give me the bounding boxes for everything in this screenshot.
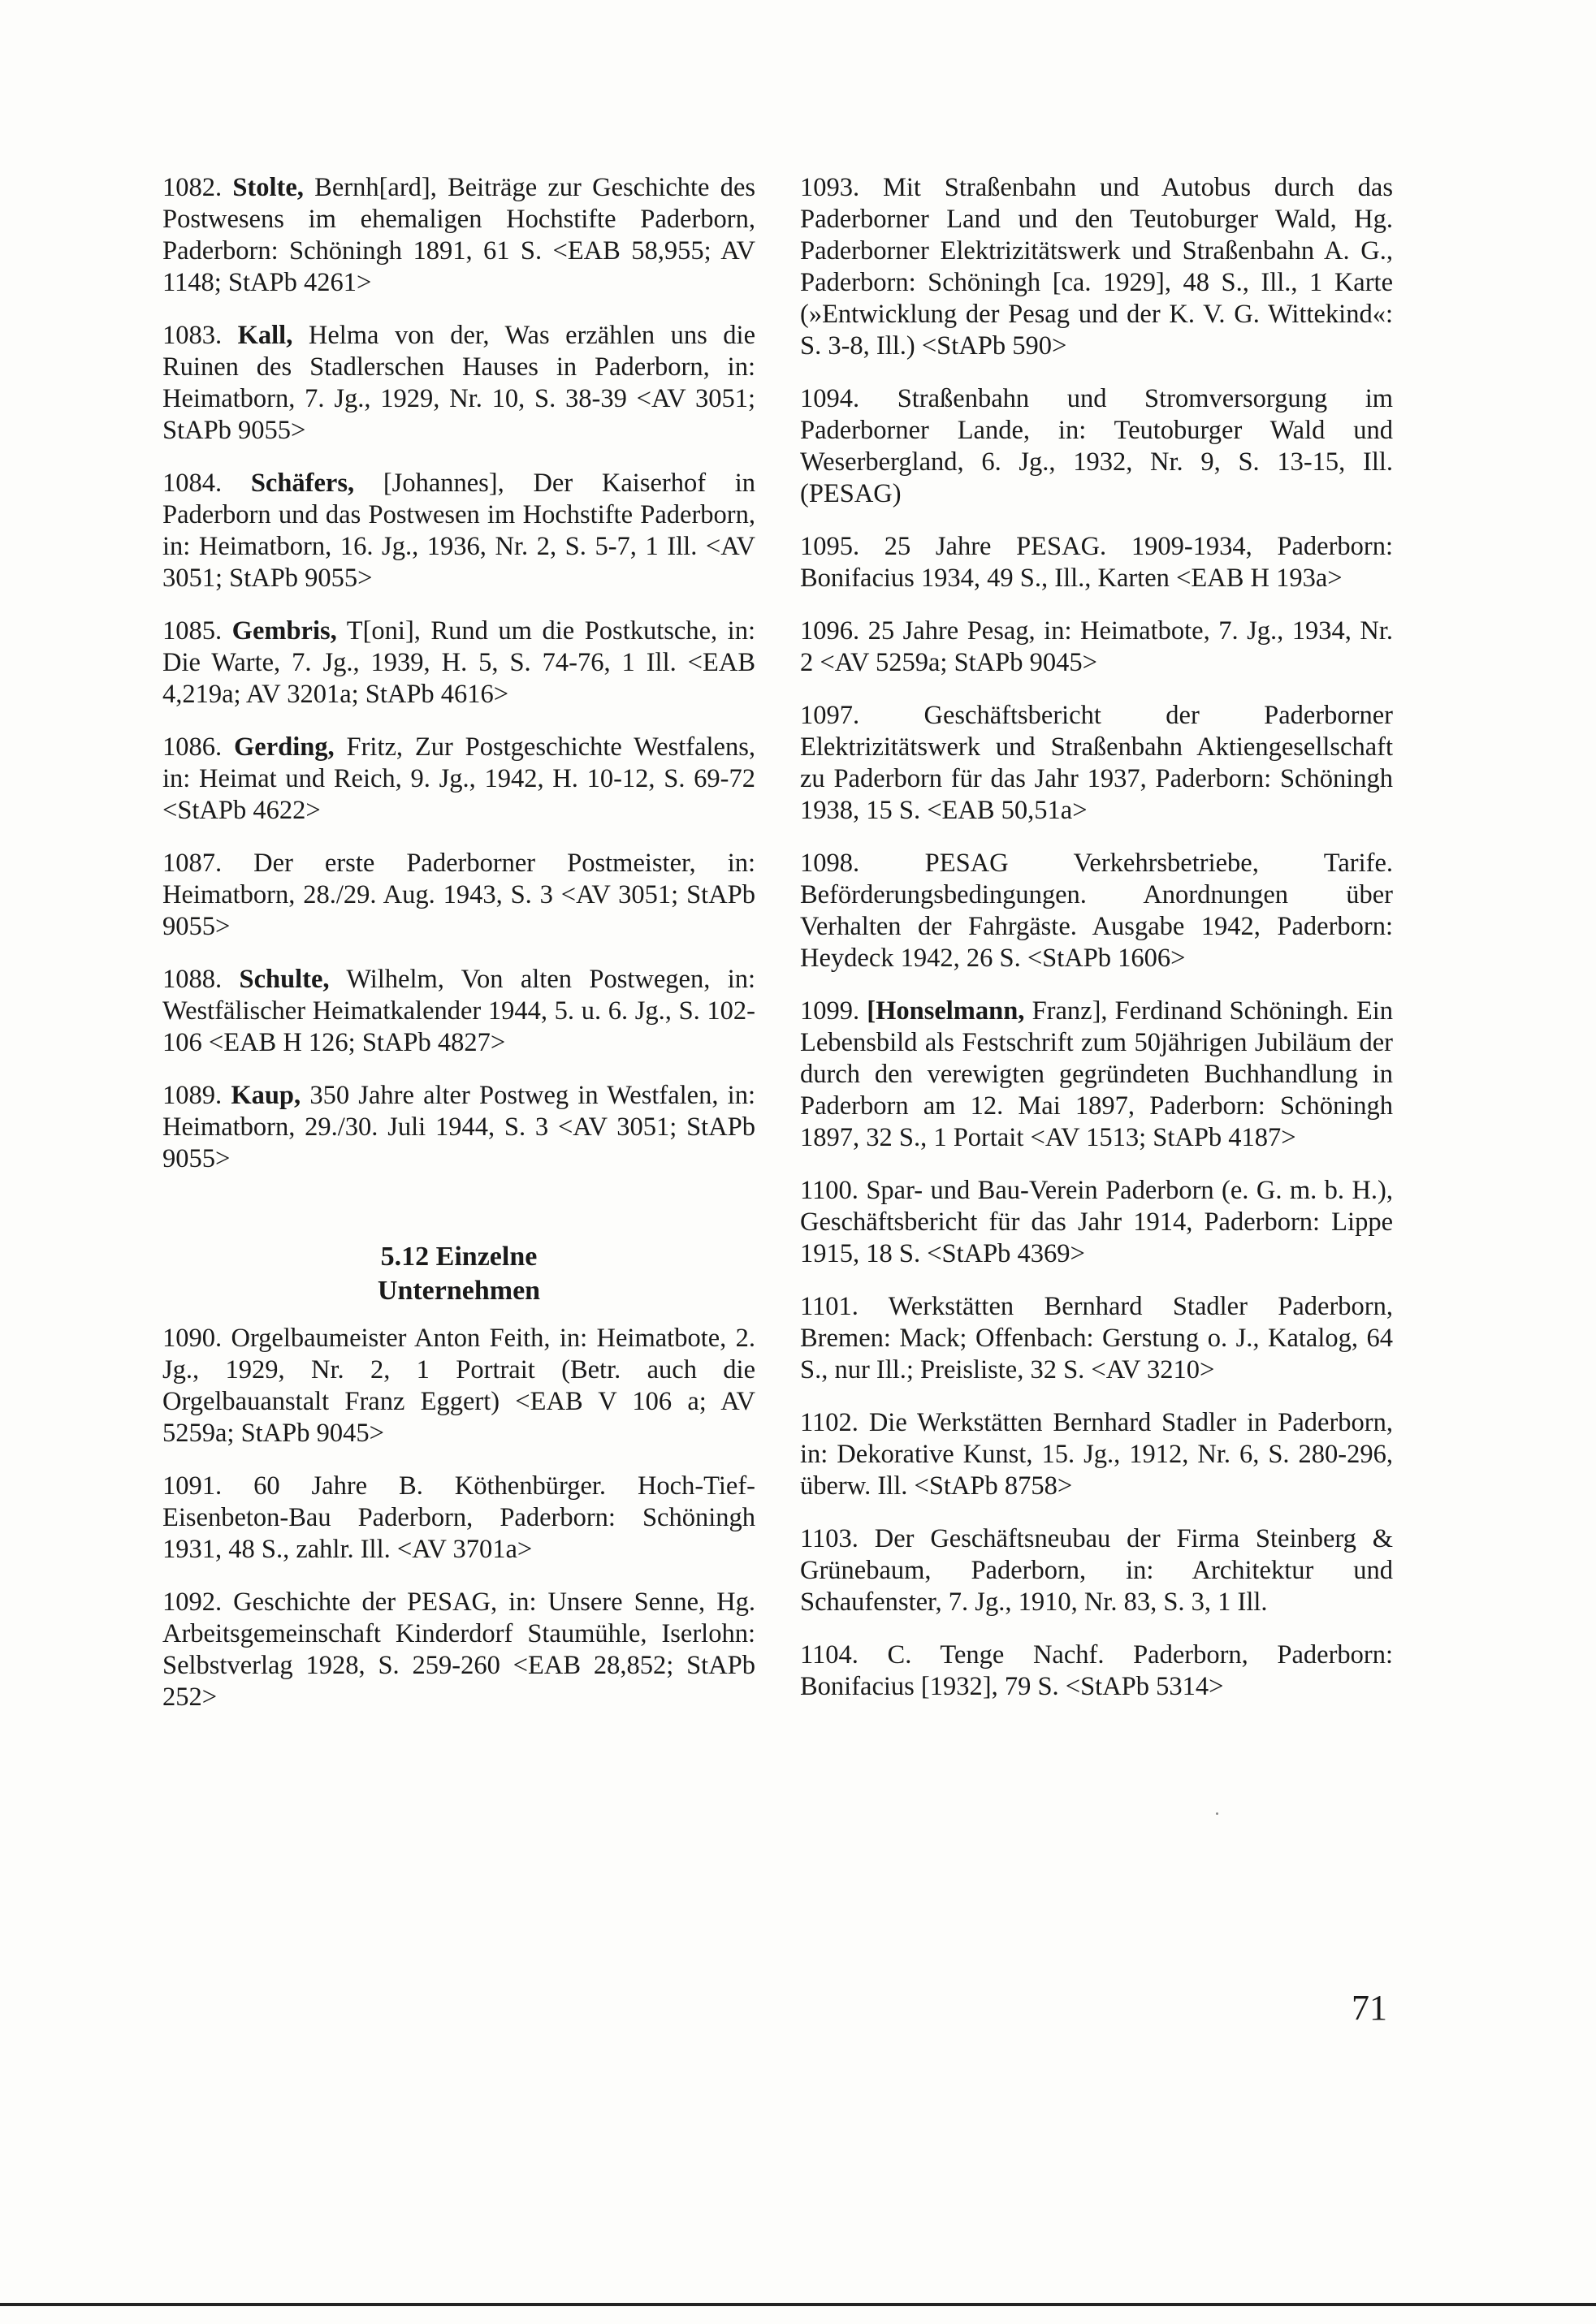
entry-number: 1084. (162, 469, 223, 498)
bibliography-entry (800, 848, 1393, 974)
right-column (800, 172, 1393, 1724)
bibliography-entry (800, 1175, 1393, 1270)
bibliography-entry (162, 320, 755, 447)
bibliography-entry (800, 383, 1393, 510)
entry-number: 1094. (800, 384, 860, 413)
page-number: 71 (1352, 1988, 1387, 2028)
entry-number: 1087. (162, 849, 223, 878)
bottom-rule (0, 2303, 1596, 2306)
bibliography-entry (800, 1291, 1393, 1386)
entry-text: C. Tenge Nachf. Paderborn, Paderborn: Bonifacius [1932], 79 S. <StAPb 5314> (800, 1640, 1393, 1701)
entry-number: 1101. (800, 1292, 859, 1321)
entry-author: [Honselmann, (867, 996, 1025, 1026)
bibliography-entry (162, 848, 755, 943)
entry-number: 1089. (162, 1081, 223, 1110)
entry-text: PESAG Verkehrsbetriebe, Tarife. Beförderungsbedingungen. Anordnungen über Verhalten der Fahrgäste. Ausgabe 1942, Paderborn: Heydeck 1942, 26 S. <StAPb 1606> (800, 849, 1394, 973)
entry-number: 1086. (162, 732, 223, 762)
entry-author: Gembris, (231, 616, 337, 646)
bibliography-entry (800, 531, 1393, 594)
entry-author: Stolte, (232, 173, 304, 202)
entry-text: Franz], Ferdinand Schöningh. Ein Lebensbild als Festschrift zum 50jährigen Jubiläum der durch den verewigten gegründeten Buchhandlung in Paderborn am 12. Mai 1897, Paderborn: Schöningh 1897, 32 S., 1 Portait <AV 1513; StAPb 4187> (800, 996, 1394, 1152)
entry-text: Mit Straßenbahn und Autobus durch das Paderborner Land und den Teutoburger Wald, Hg. Paderborner Elektrizitätswerk und Straßenbahn A. G., Paderborn: Schöningh [ca. 1929], 48 S., Ill., 1 Karte (»Entwicklung der Pesag und der K. V. G. Wittekind«: S. 3-8, Ill.) <StAPb 590> (800, 173, 1393, 361)
bibliography-entry (800, 1523, 1393, 1618)
entry-number: 1103. (800, 1524, 859, 1553)
bibliography-entry (162, 1587, 755, 1713)
entry-number: 1100. (800, 1176, 859, 1205)
entry-text: Orgelbaumeister Anton Feith, in: Heimatbote, 2. Jg., 1929, Nr. 2, 1 Portrait (Betr. auch die Orgelbauanstalt Franz Eggert) <EAB V 106 a; AV 5259a; StAPb 9045> (162, 1324, 755, 1448)
entry-number: 1098. (800, 849, 860, 878)
entry-number: 1093. (800, 173, 860, 202)
entry-author: Gerding, (233, 732, 335, 762)
scan-speck (1216, 1812, 1218, 1815)
section-heading-line-2: Unternehmen (377, 1276, 541, 1306)
bibliography-entry (800, 172, 1393, 362)
entry-number: 1102. (800, 1408, 859, 1437)
entry-number: 1088. (162, 965, 223, 994)
entry-text: Fritz, Zur Postgeschichte Westfalens, in: Heimat und Reich, 9. Jg., 1942, H. 10-12, S. 69-72 <StAPb 4622> (162, 732, 756, 825)
bibliography-entry (162, 1323, 755, 1449)
bibliography-list (162, 1323, 755, 1713)
entry-text: Wilhelm, Von alten Postwegen, in: Westfälischer Heimatkalender 1944, 5. u. 6. Jg., S. 102-106 <EAB H 126; StAPb 4827> (162, 965, 756, 1057)
entry-number: 1083. (162, 321, 223, 350)
bibliography-entry (800, 996, 1393, 1154)
entry-author: Kaup, (231, 1081, 301, 1110)
entry-text: Der erste Paderborner Postmeister, in: Heimatborn, 28./29. Aug. 1943, S. 3 <AV 3051; StAPb 9055> (162, 849, 756, 941)
bibliography-entry (800, 700, 1393, 827)
bibliography-entry (162, 468, 755, 594)
bibliography-entry (162, 1080, 755, 1175)
entry-number: 1092. (162, 1587, 223, 1617)
entry-number: 1090. (162, 1324, 223, 1353)
entry-text: Der Geschäftsneubau der Firma Steinberg & Grünebaum, Paderborn, in: Architektur und Schaufenster, 7. Jg., 1910, Nr. 83, S. 3, 1 Ill. (800, 1524, 1394, 1617)
entry-text: Straßenbahn und Stromversorgung im Paderborner Lande, in: Teutoburger Wald und Weserbergland, 6. Jg., 1932, Nr. 9, S. 13-15, Ill. (PESAG) (800, 384, 1394, 508)
entry-text: Geschichte der PESAG, in: Unsere Senne, Hg. Arbeitsgemeinschaft Kinderdorf Staumühle, Iserlohn: Selbstverlag 1928, S. 259-260 <EAB 28,852; StAPb 252> (162, 1587, 755, 1712)
bibliography-entry (800, 1639, 1393, 1703)
entry-number: 1096. (800, 616, 860, 646)
entry-text: 25 Jahre Pesag, in: Heimatbote, 7. Jg., 1934, Nr. 2 <AV 5259a; StAPb 9045> (800, 616, 1394, 677)
entry-text: Geschäftsbericht der Paderborner Elektrizitätswerk und Straßenbahn Aktiengesellschaft zu Paderborn für das Jahr 1937, Paderborn: Schöningh 1938, 15 S. <EAB 50,51a> (800, 701, 1393, 825)
entry-number: 1091. (162, 1471, 223, 1501)
bibliography-entry (162, 964, 755, 1059)
entry-text: T[oni], Rund um die Postkutsche, in: Die Warte, 7. Jg., 1939, H. 5, S. 74-76, 1 Ill. <EAB 4,219a; AV 3201a; StAPb 4616> (162, 616, 755, 709)
entry-number: 1104. (800, 1640, 859, 1670)
entry-number: 1099. (800, 996, 860, 1026)
entry-number: 1095. (800, 532, 860, 561)
entry-number: 1082. (162, 173, 223, 202)
entry-text: Bernh[ard], Beiträge zur Geschichte des Postwesens im ehemaligen Hochstifte Paderborn, Paderborn: Schöningh 1891, 61 S. <EAB 58,955; AV 1148; StAPb 4261> (162, 173, 756, 297)
entry-text: 60 Jahre B. Köthenbürger. Hoch-Tief-Eisenbeton-Bau Paderborn, Paderborn: Schöningh 1931, 48 S., zahlr. Ill. <AV 3701a> (162, 1471, 755, 1564)
entry-text: [Johannes], Der Kaiserhof in Paderborn und das Postwesen im Hochstifte Paderborn, in: Heimatborn, 16. Jg., 1936, Nr. 2, S. 5-7, 1 Ill. <AV 3051; StAPb 9055> (162, 469, 756, 593)
bibliography-entry (162, 616, 755, 711)
entry-number: 1085. (162, 616, 223, 646)
entry-text: 25 Jahre PESAG. 1909-1934, Paderborn: Bonifacius 1934, 49 S., Ill., Karten <EAB H 193a> (800, 532, 1394, 593)
entry-text: Helma von der, Was erzählen uns die Ruinen des Stadlerschen Hauses in Paderborn, in: Heimatborn, 7. Jg., 1929, Nr. 10, S. 38-39 <AV 3051; StAPb 9055> (162, 321, 755, 445)
section-heading-line-1: 5.12 Einzelne (380, 1242, 538, 1272)
bibliography-entry (800, 616, 1393, 679)
entry-text: Die Werkstätten Bernhard Stadler in Paderborn, in: Dekorative Kunst, 15. Jg., 1912, Nr. 6, S. 280-296, überw. Ill. <StAPb 8758> (800, 1408, 1394, 1501)
entry-text: Spar- und Bau-Verein Paderborn (e. G. m. b. H.), Geschäftsbericht für das Jahr 1914, Paderborn: Lippe 1915, 18 S. <StAPb 4369> (800, 1176, 1394, 1268)
entry-number: 1097. (800, 701, 860, 730)
bibliography-entry (162, 172, 755, 299)
bibliography-list (162, 172, 755, 1175)
bibliography-entry (162, 732, 755, 827)
entry-text: Werkstätten Bernhard Stadler Paderborn, Bremen: Mack; Offenbach: Gerstung o. J., Katalog, 64 S., nur Ill.; Preisliste, 32 S. <AV 3210> (800, 1292, 1393, 1384)
bibliography-list (800, 172, 1393, 1703)
section-heading (162, 1240, 755, 1308)
bibliography-entry (800, 1407, 1393, 1502)
entry-author: Schäfers, (250, 469, 355, 498)
entry-author: Kall, (237, 321, 293, 350)
left-column (162, 172, 755, 1734)
entry-author: Schulte, (239, 965, 330, 994)
bibliography-entry (162, 1471, 755, 1566)
entry-text: 350 Jahre alter Postweg in Westfalen, in: Heimatborn, 29./30. Juli 1944, S. 3 <AV 3051; StAPb 9055> (162, 1081, 755, 1173)
